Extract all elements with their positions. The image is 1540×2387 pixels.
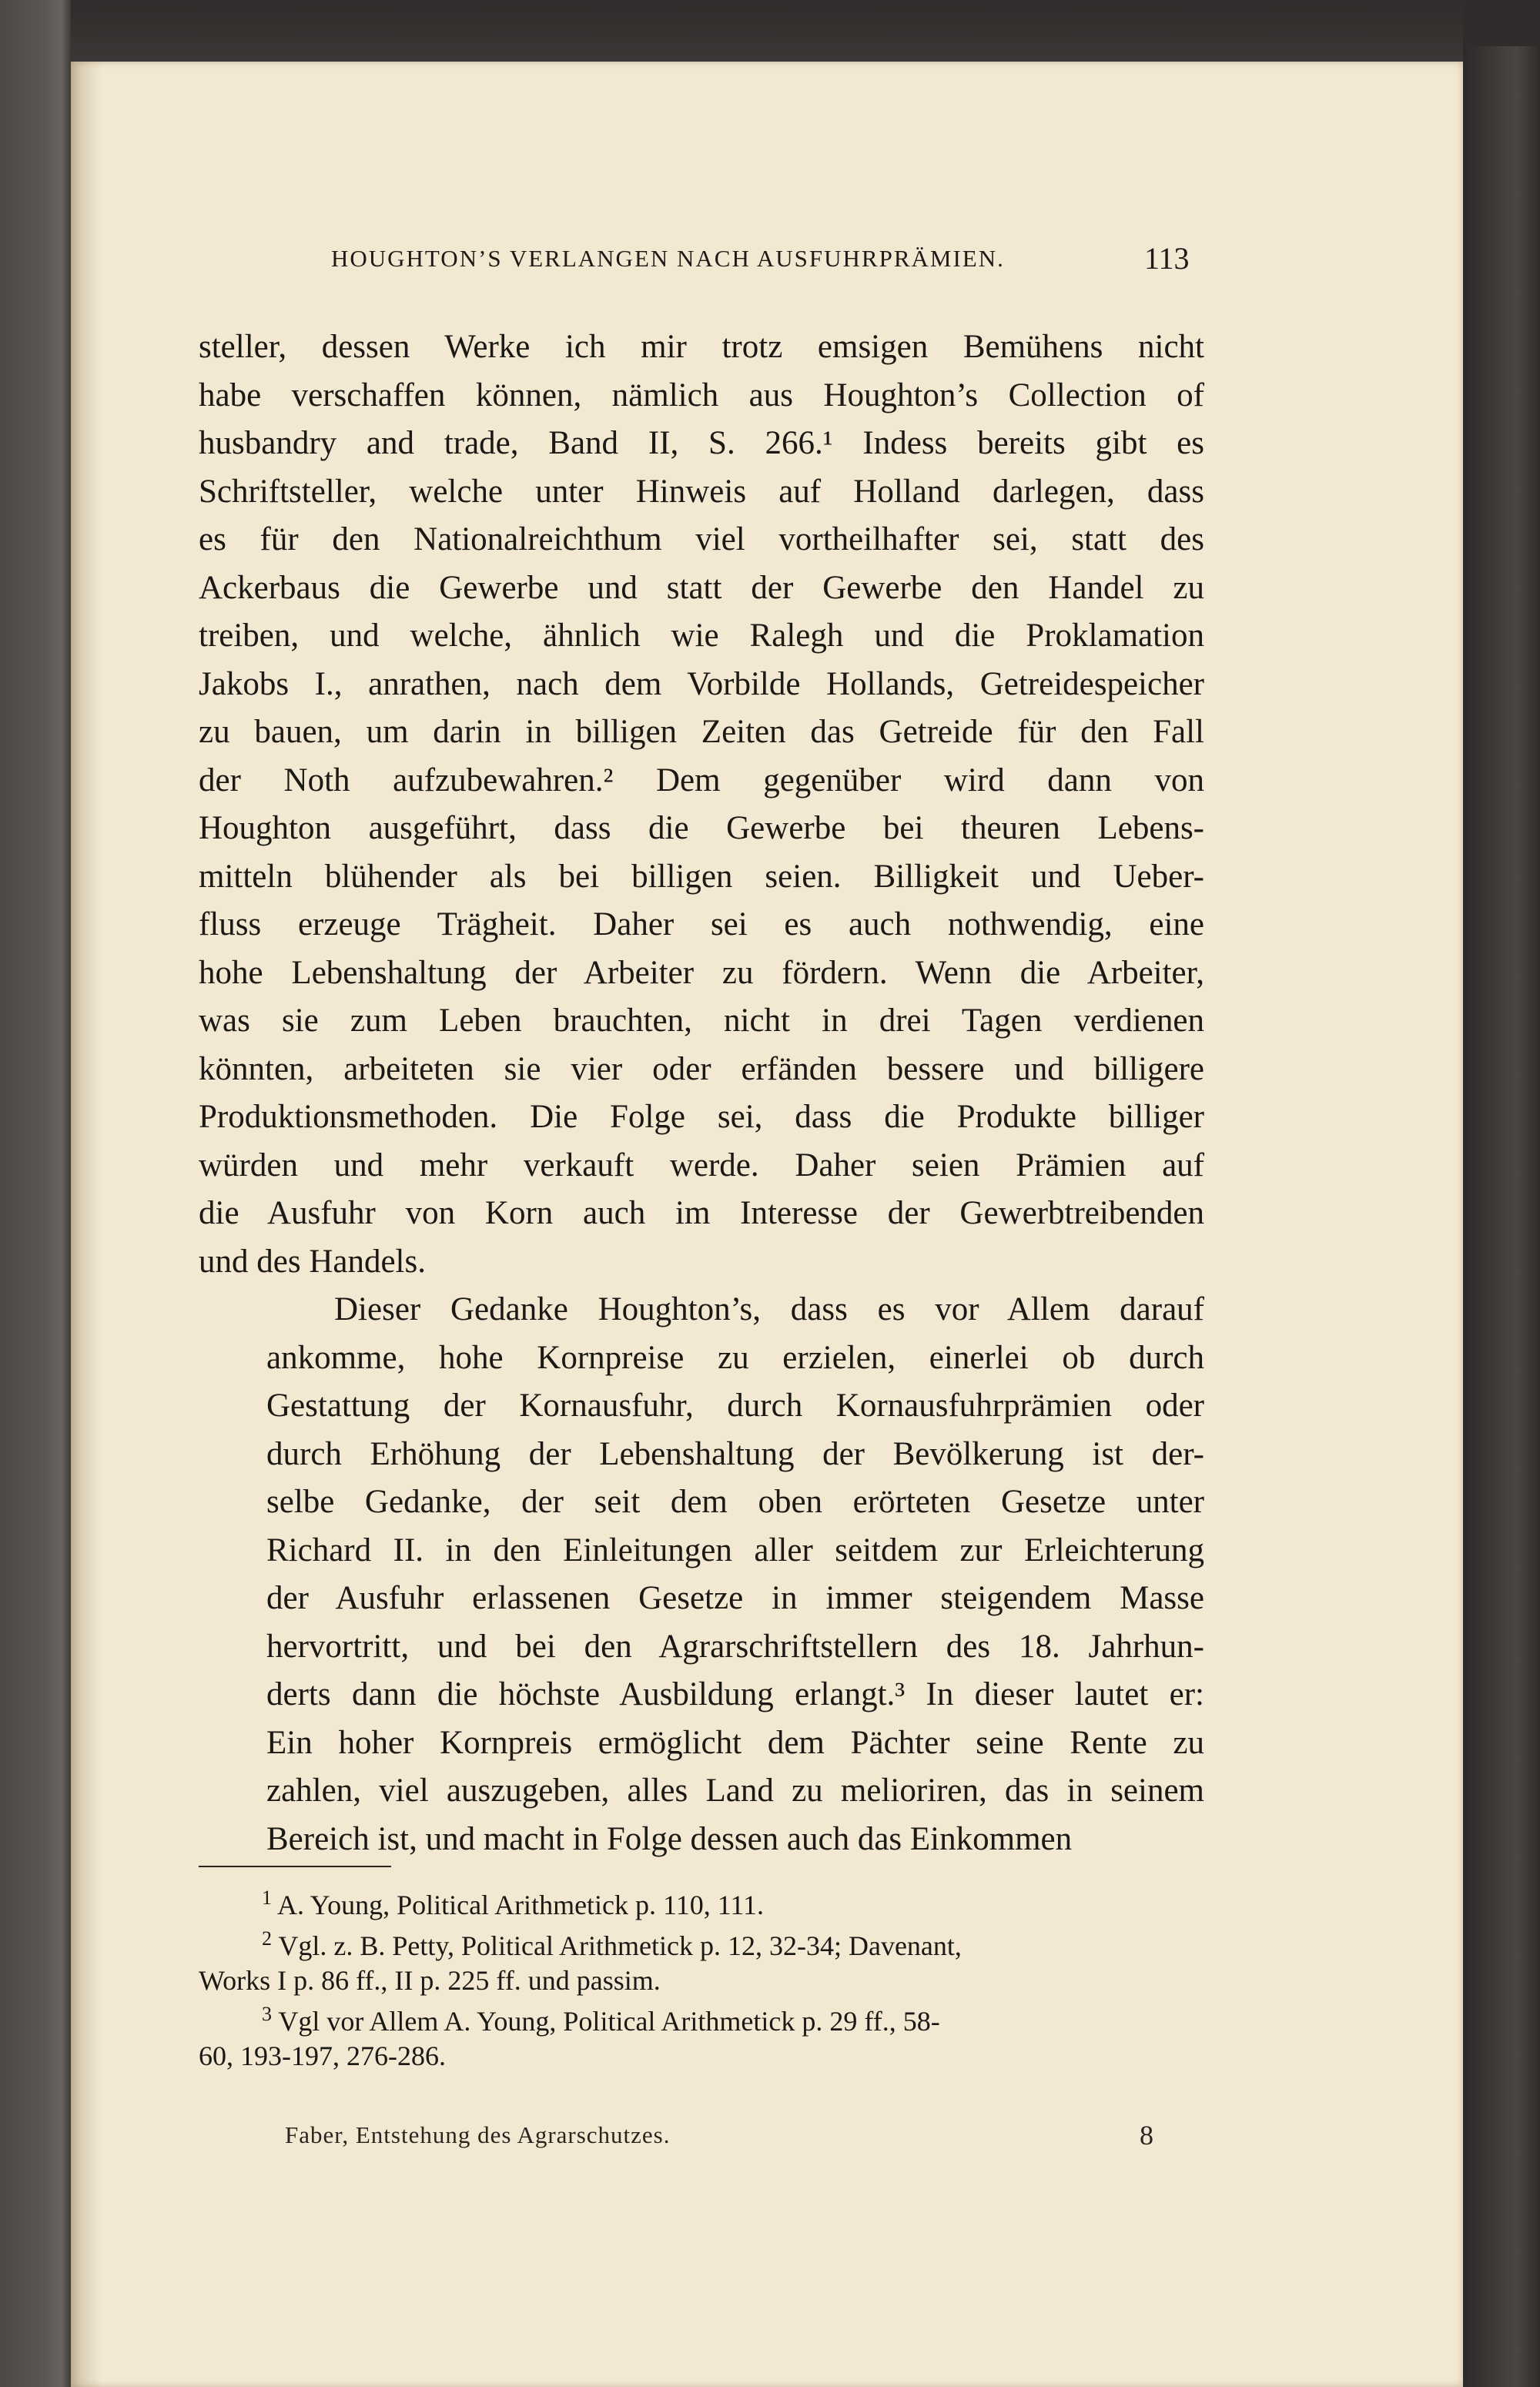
running-header <box>331 245 1217 273</box>
text-line: treiben, und welche, ähnlich wie Ralegh und die Proklamation <box>199 618 1204 654</box>
text-line: Dieser Gedanke Houghton’s, dass es vor Allem darauf <box>334 1291 1204 1327</box>
footnote-3 <box>199 2004 1204 2074</box>
text-line: Gestattung der Kornausfuhr, durch Kornausfuhrprämien oder <box>266 1388 1204 1424</box>
text-line: selbe Gedanke, der seit dem oben erörteten Gesetze unter <box>266 1484 1204 1520</box>
page-number: 113 <box>1144 241 1190 276</box>
text-line: Richard II. in den Einleitungen aller seitdem zur Erleichterung <box>266 1532 1204 1568</box>
text-line: derts dann die höchste Ausbildung erlangt.³ In dieser lautet er: <box>266 1676 1204 1712</box>
footnote-text: Vgl vor Allem A. Young, Political Arithmetick p. 29 ff., 58- <box>278 2006 940 2037</box>
text-line: könnten, arbeiteten sie vier oder erfänden bessere und billigere <box>199 1050 1204 1087</box>
text-line: hervortritt, und bei den Agrarschriftstellern des 18. Jahrhun- <box>266 1628 1204 1665</box>
text-line: fluss erzeuge Trägheit. Daher sei es auch nothwendig, eine <box>199 906 1204 942</box>
footnote-text: Works I p. 86 ff., II p. 225 ff. und passim. <box>199 1965 661 1996</box>
main-text <box>199 323 1204 1863</box>
text-line: steller, dessen Werke ich mir trotz emsigen Bemühens nicht <box>199 329 1204 365</box>
text-line: zahlen, viel auszugeben, alles Land zu melioriren, das in seinem <box>266 1773 1204 1809</box>
footnote-mark: 2 <box>262 1927 272 1950</box>
text-line: würden und mehr verkauft werde. Daher seien Prämien auf <box>199 1147 1204 1183</box>
footnotes <box>199 1888 1204 2080</box>
text-line: mitteln blühender als bei billigen seien. Billigkeit und Ueber- <box>199 858 1204 895</box>
scan-top-edge <box>71 0 1463 62</box>
footnote-text: Vgl. z. B. Petty, Political Arithmetick p. 12, 32-34; Davenant, <box>278 1930 962 1961</box>
text-line: was sie zum Leben brauchten, nicht in drei Tagen verdienen <box>199 1003 1204 1039</box>
footnote-text: A. Young, Political Arithmetick p. 110, 111. <box>277 1890 765 1920</box>
footnote-2 <box>199 1929 1204 1998</box>
gutter-shadow <box>71 62 102 2387</box>
footer-sheet-number: 8 <box>1140 2120 1153 2151</box>
text-line: und des Handels. <box>199 1243 426 1280</box>
scan-right-edge <box>1463 46 1540 2387</box>
text-line: es für den Nationalreichthum viel vortheilhafter sei, statt des <box>199 521 1204 557</box>
paragraph-1 <box>199 323 1204 1286</box>
footnote-text: 60, 193-197, 276-286. <box>199 2040 446 2071</box>
paragraph-2 <box>199 1286 1204 1863</box>
text-line: hohe Lebenshaltung der Arbeiter zu fördern. Wenn die Arbeiter, <box>199 954 1204 991</box>
text-line: Produktionsmethoden. Die Folge sei, dass die Produkte billiger <box>199 1099 1204 1135</box>
footnote-mark: 3 <box>262 2003 272 2025</box>
footnote-rule <box>199 1866 391 1867</box>
text-line: Schriftsteller, welche unter Hinweis auf Holland darlegen, dass <box>199 473 1204 510</box>
text-line: habe verschaffen können, nämlich aus Houghton’s Collection of <box>199 377 1204 413</box>
text-line: Jakobs I., anrathen, nach dem Vorbilde Hollands, Getreidespeicher <box>199 665 1204 702</box>
text-line: durch Erhöhung der Lebenshaltung der Bevölkerung ist der- <box>266 1435 1204 1472</box>
text-line: Ackerbaus die Gewerbe und statt der Gewerbe den Handel zu <box>199 569 1204 606</box>
text-line: ankomme, hohe Kornpreise zu erzielen, einerlei ob durch <box>266 1339 1204 1376</box>
text-line: husbandry and trade, Band II, S. 266.¹ Indess bereits gibt es <box>199 425 1204 461</box>
footnote-1 <box>199 1888 1204 1923</box>
running-title: HOUGHTON’S VERLANGEN NACH AUSFUHRPRÄMIEN. <box>331 245 1005 272</box>
footer-signature: Faber, Entstehung des Agrarschutzes. <box>285 2121 671 2148</box>
footnote-mark: 1 <box>262 1886 272 1909</box>
text-line: Ein hoher Kornpreis ermöglicht dem Pächter seine Rente zu <box>266 1724 1204 1761</box>
text-line: Bereich ist, und macht in Folge dessen auch das Einkommen <box>266 1820 1073 1857</box>
text-line: zu bauen, um darin in billigen Zeiten das Getreide für den Fall <box>199 714 1204 750</box>
text-line: die Ausfuhr von Korn auch im Interesse der Gewerbtreibenden <box>199 1195 1204 1231</box>
text-line: der Ausfuhr erlassenen Gesetze in immer steigendem Masse <box>266 1580 1204 1616</box>
text-line: der Noth aufzubewahren.² Dem gegenüber wird dann von <box>199 762 1204 798</box>
text-line: Houghton ausgeführt, dass die Gewerbe bei theuren Lebens- <box>199 810 1204 846</box>
